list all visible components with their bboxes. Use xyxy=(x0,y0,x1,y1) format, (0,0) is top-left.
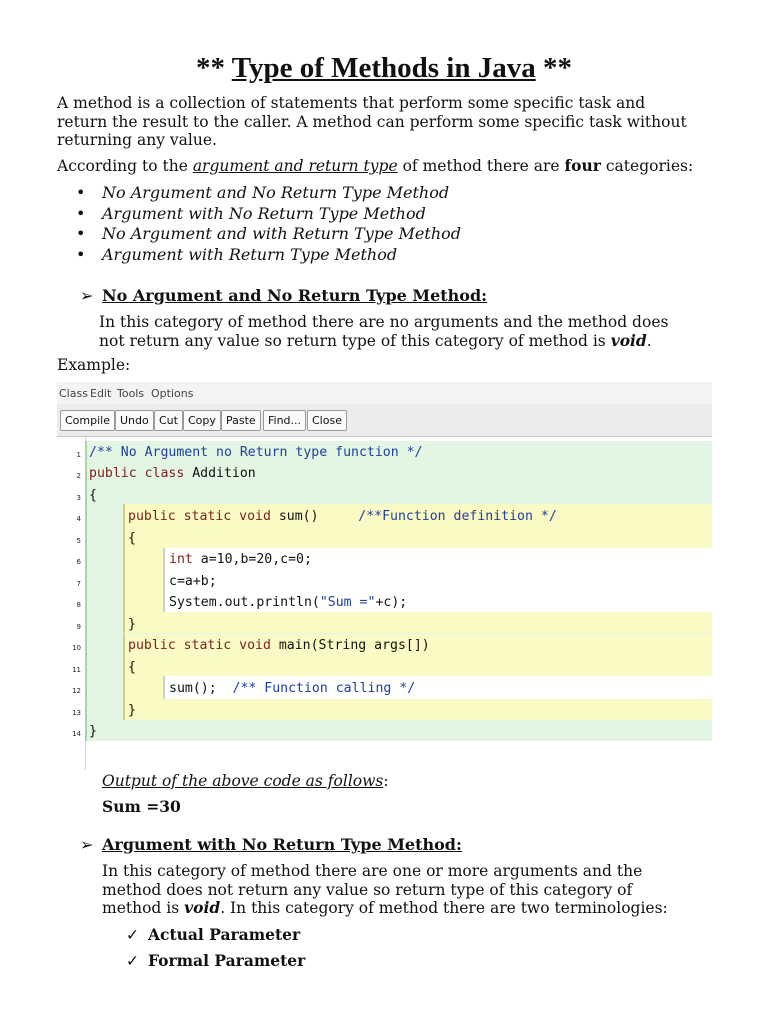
categories-underlined-text: argument and return type xyxy=(192,157,398,175)
menu-item-options[interactable]: Options xyxy=(151,387,194,400)
line-number: 14 xyxy=(72,730,81,738)
categories-text: According to the xyxy=(57,157,193,175)
paste-button[interactable]: Paste xyxy=(221,410,261,431)
code-comment: /** Function calling */ xyxy=(232,681,416,696)
code-line: c=a+b; xyxy=(169,574,217,589)
list-item: • No Argument and with Return Type Method xyxy=(76,224,461,245)
code-string: "Sum =" xyxy=(319,595,376,610)
compile-button[interactable]: Compile xyxy=(60,410,115,431)
code-line xyxy=(169,681,415,696)
line-number: 7 xyxy=(76,580,81,588)
example-label: Example: xyxy=(57,356,131,374)
line-number: 9 xyxy=(76,623,81,631)
void-keyword: void xyxy=(610,330,647,350)
check-item-actual-parameter xyxy=(126,925,300,944)
line-number: 5 xyxy=(76,537,81,545)
categories-text: categories: xyxy=(600,157,694,175)
code-line xyxy=(128,638,430,653)
section2-line-text: . In this category of method there are two terminologies: xyxy=(220,899,668,917)
line-number: 12 xyxy=(72,687,81,695)
code-text: sum(); xyxy=(169,681,233,696)
code-line xyxy=(89,466,256,481)
categories-bold-count: four xyxy=(564,156,601,175)
code-line: { xyxy=(128,531,136,546)
line-number: 1 xyxy=(76,451,81,459)
code-line: } xyxy=(128,617,136,632)
line-number: 13 xyxy=(72,709,81,717)
cut-button[interactable]: Cut xyxy=(154,410,183,431)
void-keyword: void xyxy=(184,898,221,917)
list-item: • Argument with No Return Type Method xyxy=(76,204,461,225)
check-item-formal-parameter xyxy=(126,951,305,970)
list-item: • Argument with Return Type Method xyxy=(76,245,461,266)
section1-heading xyxy=(80,286,487,305)
section2-paragraph xyxy=(102,862,668,918)
section2-heading xyxy=(80,835,462,854)
line-number: 10 xyxy=(72,644,81,652)
line-number: 8 xyxy=(76,601,81,609)
section2-line xyxy=(102,899,668,918)
section1-line xyxy=(99,332,668,351)
line-number: 4 xyxy=(76,515,81,523)
code-text: main(String args[]) xyxy=(270,638,430,653)
close-button[interactable]: Close xyxy=(307,410,347,431)
code-line: } xyxy=(89,724,97,739)
line-number: 6 xyxy=(76,558,81,566)
intro-line: A method is a collection of statements that perform some specific task and xyxy=(57,94,646,112)
code-text: sum() xyxy=(270,509,359,524)
section1-line: In this category of method there are no arguments and the method does xyxy=(99,313,669,331)
menu-bar xyxy=(57,382,712,404)
section1-line-text: not return any value so return type of this category of method is xyxy=(99,331,611,350)
code-line: { xyxy=(89,488,97,503)
categories-text: of method there are xyxy=(397,157,565,175)
page-title xyxy=(0,52,768,85)
section1-line-text: . xyxy=(646,331,652,350)
code-line: /** No Argument no Return type function */ xyxy=(89,445,423,460)
title-main: Type of Methods in Java xyxy=(231,52,536,84)
code-keyword: public class xyxy=(89,466,185,481)
code-text: a=10,b=20,c=0; xyxy=(192,552,312,567)
copy-button[interactable]: Copy xyxy=(183,410,221,431)
code-area[interactable] xyxy=(57,437,712,770)
line-number: 3 xyxy=(76,494,81,502)
section2-heading-text: Argument with No Return Type Method: xyxy=(102,835,462,854)
arrow-bullet-icon: ➢ xyxy=(80,286,94,305)
undo-button[interactable]: Undo xyxy=(115,410,154,431)
list-item: • No Argument and No Return Type Method xyxy=(76,183,461,204)
menu-item-edit[interactable]: Edit xyxy=(90,387,112,400)
check-icon: ✓ xyxy=(126,926,139,944)
code-keyword: int xyxy=(169,552,193,567)
code-line xyxy=(169,595,407,610)
categories-intro xyxy=(57,157,693,176)
section1-paragraph xyxy=(99,313,668,350)
code-line: { xyxy=(128,660,136,675)
code-line xyxy=(128,509,557,524)
code-comment: /**Function definition */ xyxy=(358,509,557,524)
menu-item-tools[interactable]: Tools xyxy=(117,387,145,400)
code-text: +c); xyxy=(375,595,408,610)
arrow-bullet-icon: ➢ xyxy=(80,835,94,854)
section2-line: In this category of method there are one or more arguments and the xyxy=(102,862,643,880)
check-icon: ✓ xyxy=(126,952,139,970)
code-keyword: public static void xyxy=(128,638,271,653)
section1-heading-text: No Argument and No Return Type Method: xyxy=(102,286,488,305)
code-editor-screenshot xyxy=(57,382,712,770)
line-number: 11 xyxy=(72,666,81,674)
output-caption-text: Output of the above code as follows xyxy=(102,772,384,790)
find-button[interactable]: Find... xyxy=(263,410,306,431)
output-caption xyxy=(102,772,389,790)
intro-line: returning any value. xyxy=(57,131,217,149)
output-value: Sum =30 xyxy=(102,797,181,816)
code-text: Addition xyxy=(184,466,256,481)
output-caption-colon: : xyxy=(383,772,389,790)
code-keyword: public static void xyxy=(128,509,271,524)
title-prefix: ** xyxy=(196,52,232,84)
menu-item-class[interactable]: Class xyxy=(59,387,88,400)
line-number: 2 xyxy=(76,472,81,480)
intro-line: return the result to the caller. A method can perform some specific task without xyxy=(57,112,687,131)
code-line xyxy=(169,552,312,567)
title-suffix: ** xyxy=(535,52,572,84)
check-item-label: Actual Parameter xyxy=(148,925,301,944)
section2-line-text: method is xyxy=(102,899,185,917)
editor-toolbar xyxy=(57,404,712,437)
section2-line: method does not return any value so return type of this category of xyxy=(102,880,633,899)
intro-paragraph xyxy=(57,94,687,150)
line-number-gutter xyxy=(57,437,86,770)
category-list xyxy=(76,183,461,266)
check-item-label: Formal Parameter xyxy=(148,951,306,970)
code-text: System.out.println( xyxy=(169,595,320,610)
code-line: } xyxy=(128,703,136,718)
